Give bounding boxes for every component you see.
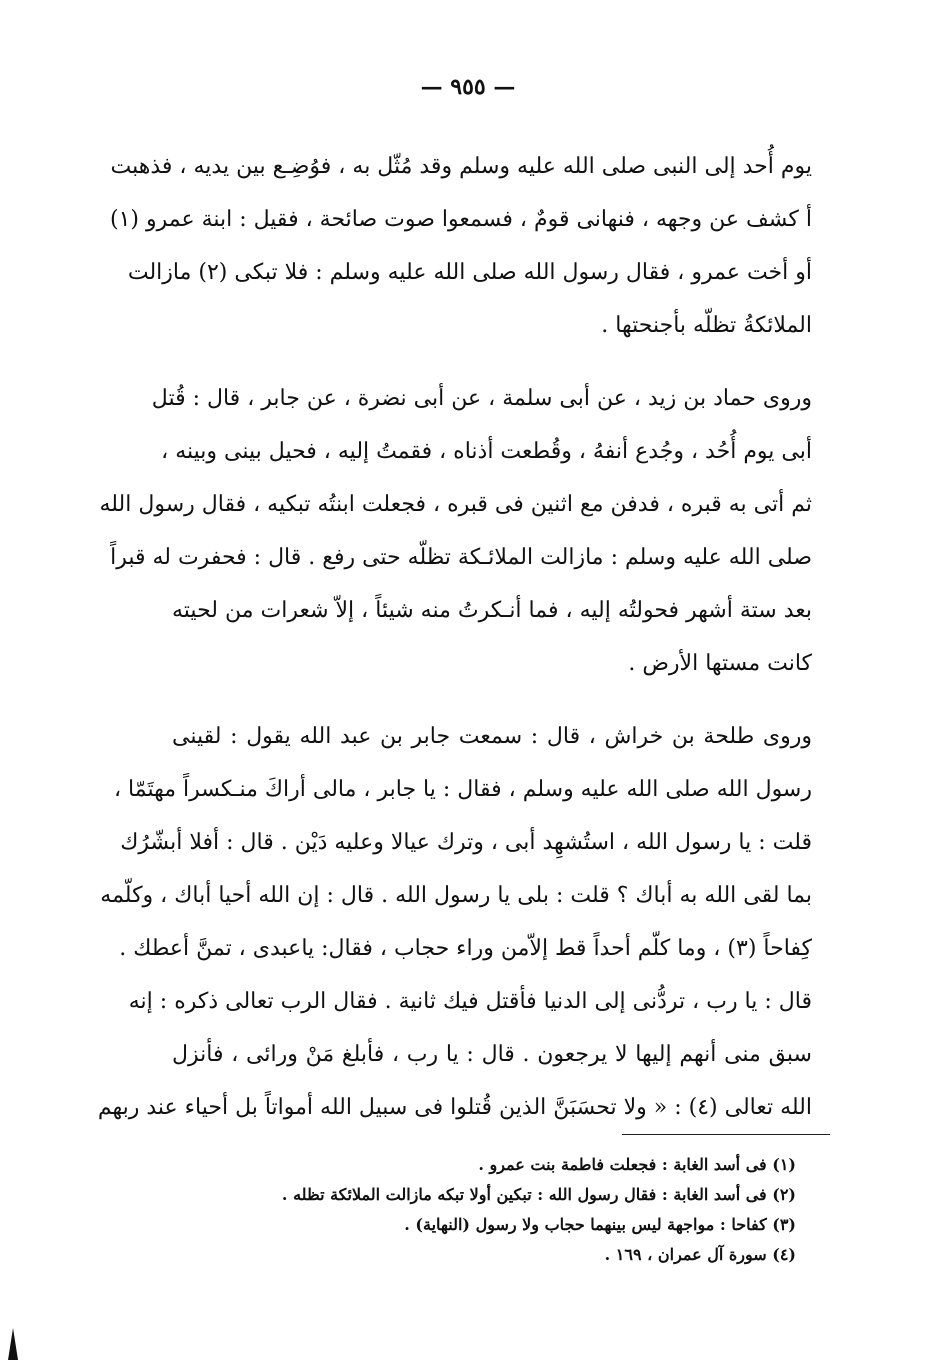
paragraph-3	[97, 710, 812, 1134]
paragraph-1	[109, 140, 812, 352]
page-number: — ٩٥٥ —	[420, 74, 516, 100]
footnotes	[230, 1150, 796, 1270]
paragraph-2	[99, 372, 812, 690]
text-line: وروى طلحة بن خراش ، قال : سمعت جابر بن عبد الله يقول : لقينى	[172, 724, 812, 749]
scan-corner-mark	[8, 1328, 18, 1360]
text-line: بما لقى الله به أباك ؟ قلت : بلى يا رسول الله . قال : إن الله أحيا أباك ، وكلّمه	[100, 883, 812, 908]
text-line: سبق منى أنهم إليها لا يرجعون . قال : يا رب ، فأبلغ مَنْ ورائى ، فأنزل	[172, 1042, 812, 1067]
footnote-3: (٣) كفاحا : مواجهة ليس بينهما حجاب ولا رسول (النهاية) .	[404, 1215, 796, 1234]
text-line: بعد ستة أشهر فحولتُه إليه ، فما أنـكرتُ منه شيئاً ، إلاّ شعرات من لحيته	[172, 598, 812, 623]
text-line: ثم أتى به قبره ، فدفن مع اثنين فى قبره ، فجعلت ابنتُه تبكيه ، فقال رسول الله	[99, 492, 812, 517]
footnote-1: (١) فى أسد الغابة : فجعلت فاطمة بنت عمرو .	[478, 1155, 796, 1174]
text-line: الله تعالى (٤) : « ولا تحسَبَنَّ الذين قُتلوا فى سبيل الله أمواتاً بل أحياء عند ربهم	[97, 1095, 812, 1120]
text-line: وروى حماد بن زيد ، عن أبى سلمة ، عن أبى نضرة ، عن جابر ، قال : قُتل	[151, 386, 812, 411]
text-line: قال : يا رب ، تردُّنى إلى الدنيا فأقتل فيك ثانية . فقال الرب تعالى ذكره : إنه	[128, 989, 812, 1014]
text-line: كانت مستها الأرض .	[628, 651, 812, 676]
text-line: الملائكةُ تظلّه بأجنحتها .	[601, 313, 812, 338]
text-line: أو أخت عمرو ، فقال رسول الله صلى الله عليه وسلم : فلا تبكى (٢) مازالت	[127, 260, 812, 285]
text-line: أ كشف عن وجهه ، فنهانى قومٌ ، فسمعوا صوت صائحة ، فقيل : ابنة عمرو (١)	[109, 207, 812, 232]
text-line: كِفاحاً (٣) ، وما كلّم أحداً قط إلاّمن وراء حجاب ، فقال: ياعبدى ، تمنَّ أعطك .	[119, 936, 812, 961]
body-text	[97, 140, 812, 1134]
text-line: قلت : يا رسول الله ، استُشهِد أبى ، وترك عيالا وعليه دَيْن . قال : أفلا أبشّرُك	[120, 830, 812, 855]
text-line: أبى يوم أُحُد ، وجُدع أنفهُ ، وقُطعت أذناه ، فقمتُ إليه ، فحيل بينى وبينه ،	[161, 439, 812, 464]
text-line: يوم أُحد إلى النبى صلى الله عليه وسلم وقد مُثّل به ، فوُضِـع بين يديه ، فذهبت	[110, 154, 812, 179]
footnote-4: (٤) سورة آل عمران ، ١٦٩ .	[604, 1245, 796, 1264]
footnote-2: (٢) فى أسد الغابة : فقال رسول الله : تبكين أولا تبكه مازالت الملائكة تظله .	[281, 1185, 796, 1204]
text-line: صلى الله عليه وسلم : مازالت الملائـكة تظلّه حتى رفع . قال : فحفرت له قبراً	[110, 545, 812, 570]
text-line: رسول الله صلى الله عليه وسلم ، فقال : يا جابر ، مالى أراكَ منـكسراً مهتَمّا ،	[113, 777, 812, 802]
footnote-divider	[622, 1134, 830, 1135]
